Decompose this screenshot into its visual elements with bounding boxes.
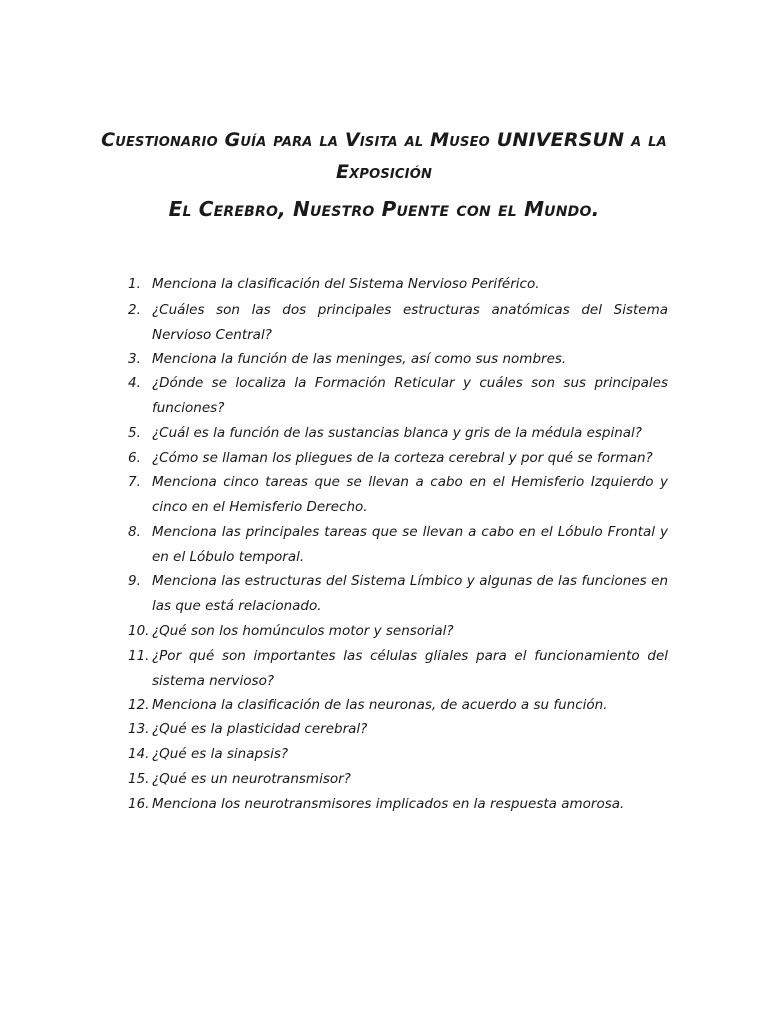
question-item	[128, 298, 668, 347]
question-item	[128, 272, 668, 297]
question-number: 5.	[128, 425, 141, 441]
question-text: Menciona los neurotransmisores implicados en la respuesta amorosa.	[152, 796, 625, 812]
question-item	[128, 520, 668, 569]
question-item	[128, 619, 668, 644]
question-number: 10.	[128, 623, 150, 639]
question-text: ¿Qué es la plasticidad cerebral?	[152, 721, 368, 737]
question-text: ¿Cuál es la función de las sustancias blanca y gris de la médula espinal?	[152, 425, 642, 441]
question-number: 3.	[128, 351, 141, 367]
document-title-line-2: Exposición	[335, 161, 433, 183]
question-text: ¿Por qué son importantes las células gliales para el funcionamiento del sistema nervioso?	[152, 648, 668, 689]
question-text: ¿Qué son los homúnculos motor y sensorial?	[152, 623, 454, 639]
question-text: ¿Dónde se localiza la Formación Reticular y cuáles son sus principales funciones?	[152, 375, 668, 416]
question-number: 7.	[128, 474, 141, 490]
question-number: 12.	[128, 697, 150, 713]
question-item	[128, 742, 668, 767]
question-item	[128, 717, 668, 742]
question-text: ¿Qué es un neurotransmisor?	[152, 771, 351, 787]
question-text: ¿Qué es la sinapsis?	[152, 746, 289, 762]
question-number: 11.	[128, 648, 150, 664]
question-text: Menciona las principales tareas que se llevan a cabo en el Lóbulo Frontal y en el Lóbulo temporal.	[152, 524, 668, 565]
question-number: 16.	[128, 796, 150, 812]
document-title-line-1: Cuestionario Guía para la Visita al Museo UNIVERSUN a la	[101, 129, 667, 151]
question-number: 13.	[128, 721, 150, 737]
question-text: Menciona la función de las meninges, así como sus nombres.	[152, 351, 567, 367]
question-text: ¿Cómo se llaman los pliegues de la corteza cerebral y por qué se forman?	[152, 450, 653, 466]
question-text: Menciona cinco tareas que se llevan a cabo en el Hemisferio Izquierdo y cinco en el Hemisferio Derecho.	[152, 474, 668, 515]
question-item	[128, 446, 668, 471]
question-item	[128, 347, 668, 372]
question-item	[128, 792, 668, 817]
question-text: Menciona las estructuras del Sistema Límbico y algunas de las funciones en las que está relacionado.	[152, 573, 668, 614]
question-item	[128, 693, 668, 718]
question-number: 15.	[128, 771, 150, 787]
question-number: 1.	[128, 276, 141, 292]
question-text: Menciona la clasificación de las neuronas, de acuerdo a su función.	[152, 697, 608, 713]
question-number: 8.	[128, 524, 141, 540]
question-item	[128, 470, 668, 519]
question-number: 2.	[128, 302, 141, 318]
question-number: 6.	[128, 450, 141, 466]
question-text: Menciona la clasificación del Sistema Nervioso Periférico.	[152, 276, 540, 292]
question-number: 9.	[128, 573, 141, 589]
question-number: 4.	[128, 375, 141, 391]
question-item	[128, 644, 668, 693]
question-item	[128, 371, 668, 420]
question-item	[128, 421, 668, 446]
question-item	[128, 569, 668, 618]
question-item	[128, 767, 668, 792]
question-number: 14.	[128, 746, 150, 762]
document-subtitle: El Cerebro, Nuestro Puente con el Mundo.	[168, 197, 600, 221]
question-text: ¿Cuáles son las dos principales estructuras anatómicas del Sistema Nervioso Central?	[152, 302, 668, 343]
